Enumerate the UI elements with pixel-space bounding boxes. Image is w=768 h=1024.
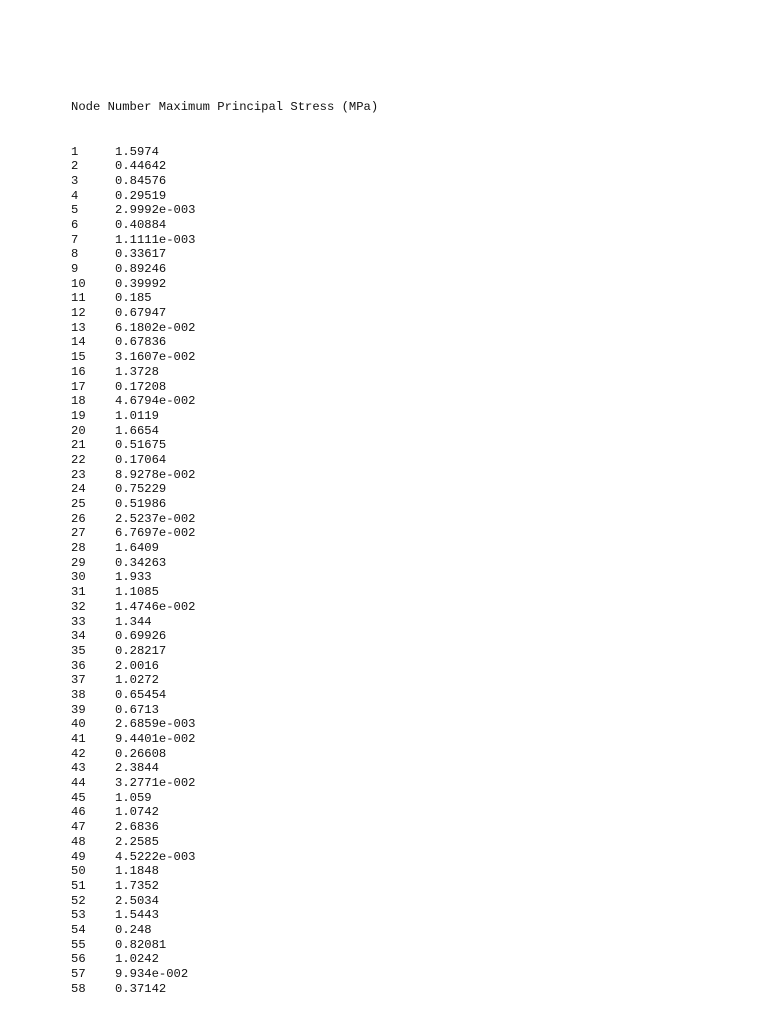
table-row [71,600,378,615]
node-number-cell: 5 [71,203,79,218]
table-row [71,982,378,997]
stress-value-cell: 1.0742 [115,805,159,820]
stress-value-cell: 0.37142 [115,981,167,996]
stress-value-cell: 1.3728 [115,364,159,379]
node-number-cell: 39 [71,702,86,717]
table-row [71,850,378,865]
table-row [71,761,378,776]
node-number-cell: 32 [71,599,86,614]
table-row [71,380,378,395]
table-row [71,453,378,468]
node-number-cell: 27 [71,526,86,541]
table-row [71,159,378,174]
stress-value-cell: 0.6713 [115,702,159,717]
table-row [71,497,378,512]
node-number-cell: 26 [71,511,86,526]
table-row [71,438,378,453]
stress-value-cell: 1.059 [115,790,152,805]
stress-value-cell: 1.7352 [115,878,159,893]
stress-value-cell: 0.67836 [115,335,167,350]
stress-value-cell: 1.1085 [115,585,159,600]
node-number-cell: 24 [71,482,86,497]
node-number-cell: 38 [71,687,86,702]
node-number-cell: 37 [71,673,86,688]
node-number-cell: 31 [71,585,86,600]
node-number-cell: 28 [71,541,86,556]
node-number-cell: 57 [71,967,86,981]
table-row [71,703,378,718]
node-number-cell: 3 [71,173,79,188]
table-row [71,938,378,953]
node-number-cell: 53 [71,908,86,923]
stress-value-cell: 2.9992e-003 [115,203,196,218]
table-row [71,556,378,571]
table-row [71,585,378,600]
stress-value-cell: 4.6794e-002 [115,394,196,409]
node-number-cell: 48 [71,834,86,849]
stress-value-cell: 0.51675 [115,438,167,453]
table-row [71,776,378,791]
stress-value-cell: 0.89246 [115,262,167,276]
node-number-cell: 50 [71,864,86,879]
stress-value-cell: 1.0119 [115,408,159,423]
stress-value-cell: 0.34263 [115,555,167,570]
stress-value-cell: 0.248 [115,922,152,937]
stress-value-cell: 0.28217 [115,643,167,658]
stress-value-cell: 9.934e-002 [115,967,189,981]
node-number-cell: 14 [71,335,86,350]
node-number-cell: 19 [71,408,86,423]
stress-value-cell: 1.0272 [115,673,159,688]
stress-value-cell: 0.51986 [115,497,167,511]
table-row [71,673,378,688]
table-row [71,174,378,189]
stress-value-cell: 1.4746e-002 [115,599,196,614]
stress-value-cell: 0.185 [115,291,152,306]
table-row [71,145,378,160]
table-row [71,512,378,527]
table-row [71,482,378,497]
table-row [71,629,378,644]
table-row [71,409,378,424]
stress-value-cell: 0.69926 [115,629,167,644]
stress-table-document [71,71,378,1011]
node-number-cell: 55 [71,937,86,952]
node-number-cell: 15 [71,350,86,365]
stress-value-cell: 2.6859e-003 [115,717,196,732]
table-row [71,864,378,879]
table-header: Node Number Maximum Principal Stress (MPa) [71,100,379,115]
table-row [71,189,378,204]
node-number-cell: 22 [71,452,86,467]
node-number-cell: 30 [71,570,86,585]
node-number-cell: 4 [71,188,79,203]
table-row [71,394,378,409]
stress-value-cell: 9.4401e-002 [115,732,196,746]
node-number-cell: 18 [71,394,86,409]
stress-value-cell: 0.67947 [115,306,167,321]
node-number-cell: 47 [71,820,86,835]
table-row [71,335,378,350]
node-number-cell: 10 [71,276,86,291]
node-number-cell: 13 [71,320,86,335]
table-row [71,277,378,292]
table-row [71,365,378,380]
node-number-cell: 2 [71,159,79,174]
node-number-cell: 23 [71,467,86,482]
stress-value-cell: 6.7697e-002 [115,526,196,541]
stress-value-cell: 0.29519 [115,188,167,203]
node-number-cell: 54 [71,922,86,937]
node-number-cell: 33 [71,614,86,629]
node-number-cell: 11 [71,291,86,306]
stress-value-cell: 2.3844 [115,761,159,776]
stress-value-cell: 0.40884 [115,217,167,232]
node-number-cell: 44 [71,776,86,791]
stress-value-cell: 1.5974 [115,144,159,159]
table-row [71,233,378,248]
stress-value-cell: 1.344 [115,614,152,629]
stress-value-cell: 0.75229 [115,482,167,497]
stress-value-cell: 4.5222e-003 [115,849,196,864]
stress-value-cell: 2.2585 [115,834,159,849]
stress-value-cell: 1.1111e-003 [115,232,196,247]
table-row [71,791,378,806]
node-number-cell: 46 [71,805,86,820]
table-row [71,203,378,218]
table-row [71,218,378,233]
stress-value-cell: 0.44642 [115,159,167,174]
table-row [71,820,378,835]
node-number-cell: 1 [71,144,79,159]
node-number-cell: 25 [71,497,86,511]
stress-value-cell: 6.1802e-002 [115,320,196,335]
table-row [71,644,378,659]
node-number-cell: 35 [71,643,86,658]
node-number-cell: 49 [71,849,86,864]
table-row [71,615,378,630]
table-row [71,262,378,277]
stress-value-cell: 0.84576 [115,173,167,188]
node-number-cell: 56 [71,952,86,967]
node-number-cell: 8 [71,247,79,262]
table-row [71,424,378,439]
stress-value-cell: 2.6836 [115,820,159,835]
table-row [71,688,378,703]
stress-value-cell: 0.33617 [115,247,167,262]
node-number-cell: 51 [71,878,86,893]
stress-value-cell: 0.26608 [115,746,167,761]
table-row [71,350,378,365]
stress-value-cell: 1.933 [115,570,152,585]
table-row [71,747,378,762]
table-row [71,468,378,483]
stress-value-cell: 1.6409 [115,541,159,556]
table-row [71,894,378,909]
table-row [71,805,378,820]
node-number-cell: 12 [71,306,86,321]
stress-value-cell: 8.9278e-002 [115,467,196,482]
table-row [71,659,378,674]
table-row [71,952,378,967]
table-body [71,145,378,997]
table-row [71,908,378,923]
node-number-cell: 41 [71,732,86,746]
table-row [71,923,378,938]
table-row [71,732,378,747]
stress-value-cell: 0.39992 [115,276,167,291]
table-row [71,247,378,262]
stress-value-cell: 3.2771e-002 [115,776,196,791]
node-number-cell: 45 [71,790,86,805]
table-row [71,541,378,556]
node-number-cell: 36 [71,658,86,673]
stress-value-cell: 2.5034 [115,893,159,908]
stress-value-cell: 1.0242 [115,952,159,967]
node-number-cell: 29 [71,555,86,570]
table-row [71,526,378,541]
stress-value-cell: 0.17064 [115,452,167,467]
node-number-cell: 17 [71,379,86,394]
node-number-cell: 16 [71,364,86,379]
stress-value-cell: 2.5237e-002 [115,511,196,526]
stress-value-cell: 3.1607e-002 [115,350,196,365]
stress-value-cell: 2.0016 [115,658,159,673]
node-number-cell: 58 [71,981,86,996]
table-row [71,967,378,982]
table-row [71,306,378,321]
node-number-cell: 20 [71,423,86,438]
table-row [71,291,378,306]
node-number-cell: 52 [71,893,86,908]
node-number-cell: 9 [71,262,79,276]
node-number-cell: 34 [71,629,86,644]
node-number-cell: 43 [71,761,86,776]
table-row [71,879,378,894]
node-number-cell: 7 [71,232,79,247]
stress-value-cell: 0.82081 [115,937,167,952]
table-row [71,835,378,850]
stress-value-cell: 1.1848 [115,864,159,879]
stress-value-cell: 1.6654 [115,423,159,438]
stress-value-cell: 1.5443 [115,908,159,923]
stress-value-cell: 0.17208 [115,379,167,394]
node-number-cell: 6 [71,217,79,232]
table-row [71,570,378,585]
node-number-cell: 40 [71,717,86,732]
table-row [71,321,378,336]
node-number-cell: 42 [71,746,86,761]
node-number-cell: 21 [71,438,86,453]
table-row [71,717,378,732]
stress-value-cell: 0.65454 [115,687,167,702]
